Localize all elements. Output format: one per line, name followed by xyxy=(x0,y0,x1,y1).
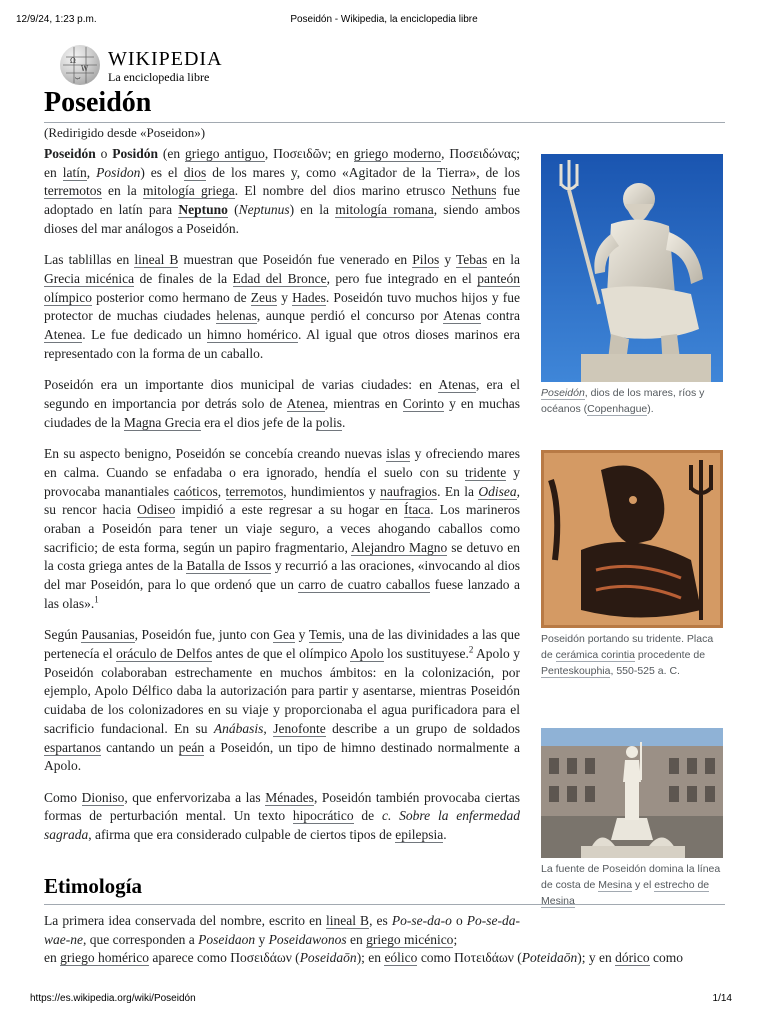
link-alejandro-magno[interactable]: Alejandro Magno xyxy=(351,539,448,555)
ceramic-image[interactable] xyxy=(541,450,723,628)
reference-2[interactable]: 2 xyxy=(468,644,474,655)
figure-statue xyxy=(541,154,723,417)
figure-ceramic xyxy=(541,450,723,679)
statue-image[interactable] xyxy=(541,154,723,382)
link-griego-micenico[interactable]: griego micénico xyxy=(366,931,454,947)
print-page-title: Poseidón - Wikipedia, la enciclopedia libre xyxy=(290,14,478,25)
svg-text:ب: ب xyxy=(75,74,81,81)
link-atenea-2[interactable]: Atenea xyxy=(286,396,325,412)
link-terremotos-2[interactable]: terremotos xyxy=(225,483,284,499)
link-odisea[interactable]: Odisea xyxy=(478,483,517,499)
link-lineal-b[interactable]: lineal B xyxy=(134,252,179,268)
print-header xyxy=(0,14,768,28)
paragraph-intro: Poseidón o Posidón (en griego antiguo, Ποσειδῶν; en griego moderno, Ποσειδώνας; en latín, Posidon) es el dios de los mares y, como «Agitador de la Tierra», de los terremotos en la mitología griega. El nombre del dios marino etrusco Nethuns fue adoptado en latín para Neptuno (Neptunus) en la mitología romana, siendo ambos dioses del mar análogos a Poseidón. xyxy=(44,146,521,236)
link-epilepsia[interactable]: epilepsia xyxy=(395,827,444,843)
link-gea[interactable]: Gea xyxy=(273,627,296,643)
link-caoticos[interactable]: caóticos xyxy=(173,483,218,499)
link-griego-antiguo[interactable]: griego antiguo xyxy=(185,146,265,161)
link-nethuns[interactable]: Nethuns xyxy=(451,183,497,199)
link-atenas-2[interactable]: Atenas xyxy=(438,377,476,393)
etymology-body xyxy=(44,912,520,949)
link-dios[interactable]: dios xyxy=(183,164,207,180)
link-griego-moderno[interactable]: griego moderno xyxy=(353,146,442,161)
link-jenofonte[interactable]: Jenofonte xyxy=(273,720,326,736)
link-hipocratico[interactable]: hipocrático xyxy=(292,808,354,824)
paragraph-etimologia: La primera idea conservada del nombre, escrito en lineal B, es Po-se-da-o o Po-se-da-wae-ne, que corresponden a Poseidaon y Poseidawonos en griego micénico; xyxy=(44,913,521,947)
link-zeus[interactable]: Zeus xyxy=(250,289,278,305)
redirect-note: (Redirigido desde «Poseidon») xyxy=(44,125,206,140)
article-body xyxy=(44,145,520,858)
svg-text:W: W xyxy=(81,65,89,73)
term-poseidon: Poseidón xyxy=(44,146,96,161)
link-ceramica-corintia[interactable]: cerámica corintia xyxy=(555,649,635,661)
figure-fountain xyxy=(541,728,723,909)
link-neptuno[interactable]: Neptuno xyxy=(178,202,228,218)
link-carro-de-cuatro-caballos[interactable]: carro de cuatro caballos xyxy=(298,577,431,593)
title-divider xyxy=(44,122,725,123)
link-poseidon-caption[interactable]: Poseidón xyxy=(541,387,585,399)
fountain-caption: La fuente de Poseidón domina la línea de costa de Mesina y el estrecho de Mesina xyxy=(541,863,721,907)
link-islas[interactable]: islas xyxy=(386,446,411,462)
link-naufragios[interactable]: naufragios xyxy=(380,483,438,499)
link-griego-homerico[interactable]: griego homérico xyxy=(60,950,149,965)
link-penteskouphia[interactable]: Penteskouphia xyxy=(541,665,611,677)
link-panteon-olimpico[interactable]: panteón olímpico xyxy=(44,271,520,305)
link-tebas[interactable]: Tebas xyxy=(455,252,488,268)
link-edad-del-bronce[interactable]: Edad del Bronce xyxy=(232,271,327,287)
link-himno-homerico[interactable]: himno homérico xyxy=(206,327,298,343)
print-datetime: 12/9/24, 1:23 p.m. xyxy=(16,14,97,25)
print-page-number: 1/14 xyxy=(712,993,732,1004)
term-posidon: Posidón xyxy=(112,146,159,161)
link-pilos[interactable]: Pilos xyxy=(412,252,440,268)
link-mesina[interactable]: Mesina xyxy=(598,879,633,891)
link-copenhague[interactable]: Copenhague xyxy=(587,403,648,415)
wordmark-tagline: La enciclopedia libre xyxy=(108,70,210,84)
page-title: Poseidón xyxy=(44,87,152,118)
link-apolo[interactable]: Apolo xyxy=(349,646,384,662)
wordmark-title: WIKIPEDIA xyxy=(108,48,223,70)
link-latin[interactable]: latín xyxy=(62,164,87,180)
print-footer xyxy=(0,993,768,1007)
link-grecia-micenica[interactable]: Grecia micénica xyxy=(44,271,135,287)
link-tridente[interactable]: tridente xyxy=(465,464,507,480)
link-terremotos[interactable]: terremotos xyxy=(44,183,102,199)
wikipedia-wordmark xyxy=(108,48,223,84)
wikipedia-globe-icon xyxy=(60,45,100,85)
paragraph-dioniso: Como Dioniso, que enfervorizaba a las Ménades, Poseidón también provocaba ciertas formas de perturbación mental. Un texto hipocrático de c. Sobre la enfermedad sagrada, afirma que era considerado culpable de ciertos tipos de epilepsia. xyxy=(44,789,520,843)
print-url: https://es.wikipedia.org/wiki/Poseidón xyxy=(30,993,196,1004)
paragraph-municipal: Poseidón era un importante dios municipal de varias ciudades: en Atenas, era el segundo en importancia por detrás solo de Atenea, mientras en Corinto y en muchas ciudades de la Magna Grecia era el dios jefe de la polis. xyxy=(44,377,520,430)
link-atenea[interactable]: Atenea xyxy=(44,327,83,343)
link-oraculo-de-delfos[interactable]: oráculo de Delfos xyxy=(116,646,213,662)
link-lineal-b-2[interactable]: lineal B xyxy=(325,913,370,928)
link-menades[interactable]: Ménades xyxy=(265,789,314,805)
link-mitologia-griega[interactable]: mitología griega xyxy=(143,183,235,199)
svg-text:Ω: Ω xyxy=(70,57,76,65)
link-batalla-de-issos[interactable]: Batalla de Issos xyxy=(186,558,272,574)
link-eolico[interactable]: eólico xyxy=(384,950,418,965)
link-mitologia-romana[interactable]: mitología romana xyxy=(335,202,434,218)
link-dioniso[interactable]: Dioniso xyxy=(81,789,125,805)
paragraph-benigno: En su aspecto benigno, Poseidón se concebía creando nuevas islas y ofreciendo mares en calma. Cuando se enfadaba o era ignorado, hendía el suelo con su tridente y provocaba manantiales caóticos, terremotos, hundimientos y naufragios. En la Odisea, su rencor hacia Odiseo impidió a este regresar a su hogar en Ítaca. Los marineros oraban a Poseidón para tener un viaje seguro, a veces ahogando caballos como sacrificio; de esta forma, según un papiro fragmentario, Alejandro Magno se detuvo en la costa griega antes de la Batalla de Issos y recurrió a las oraciones, «invocando al dios del mar Poseidón, para lo que ordenó que un carro de cuatro caballos fuese lanzado a las olas».$^1$ xyxy=(44,446,521,611)
paragraph-pausanias: Según Pausanias, Poseidón fue, junto con Gea y Temis, una de las divinidades a las que pertenecía el oráculo de Delfos antes de que el olímpico Apolo los sustituyese.$^2$ Apolo y Poseidón colaboraban estrechamente en muchos ámbitos: en la colonización, por ejemplo, Apolo Délfico daba la autorización para partir y asentarse, mientras Poseidón cuidaba de los colonizadores en su viaje y proporcionaba el agua purificadora para el sacrificio fundacional. En su Anábasis, Jenofonte describe a un grupo de soldados espartanos cantando un peán a Poseidón, un tipo de himno destinado normalmente a Apolo. xyxy=(44,627,521,774)
link-espartanos[interactable]: espartanos xyxy=(44,739,101,755)
link-pean[interactable]: peán xyxy=(178,739,205,755)
reference-1[interactable]: 1 xyxy=(94,594,99,605)
statue-caption: Poseidón, dios de los mares, ríos y océanos (Copenhague). xyxy=(541,387,705,415)
link-atenas[interactable]: Atenas xyxy=(443,308,481,324)
link-magna-grecia[interactable]: Magna Grecia xyxy=(123,414,201,430)
link-pausanias[interactable]: Pausanias xyxy=(81,627,135,643)
fountain-image[interactable] xyxy=(541,728,723,858)
link-polis[interactable]: polis xyxy=(315,414,343,430)
link-corinto[interactable]: Corinto xyxy=(402,396,444,412)
section-heading-etimologia: Etimología xyxy=(44,874,142,898)
ceramic-caption: Poseidón portando su tridente. Placa de cerámica corintia procedente de Penteskouphia, 550-525 a. C. xyxy=(541,633,714,677)
link-itaca[interactable]: Ítaca xyxy=(404,502,431,518)
link-hades[interactable]: Hades xyxy=(292,289,326,305)
link-helenas[interactable]: helenas xyxy=(216,308,257,324)
link-temis[interactable]: Temis xyxy=(308,627,342,643)
link-odiseo[interactable]: Odiseo xyxy=(137,502,176,518)
link-dorico[interactable]: dórico xyxy=(615,950,650,965)
link-estrecho-de-mesina[interactable]: estrecho de Mesina xyxy=(541,879,710,907)
paragraph-etimologia-continued: en griego homérico aparece como Ποσειδάων (Poseidaōn); en eólico como Ποτειδάων (Poteidaōn); y en dórico como xyxy=(44,950,683,965)
paragraph-lineal-b: Las tablillas en lineal B muestran que Poseidón fue venerado en Pilos y Tebas en la Grecia micénica de finales de la Edad del Bronce, pero fue integrado en el panteón olímpico posterior como hermano de Zeus y Hades. Poseidón tuvo muchos hijos y fue protector de muchas ciudades helenas, aunque perdió el concurso por Atenas contra Atenea. Le fue dedicado un himno homérico. Al igual que otros dioses marinos era representado con la forma de un caballo. xyxy=(44,252,521,361)
